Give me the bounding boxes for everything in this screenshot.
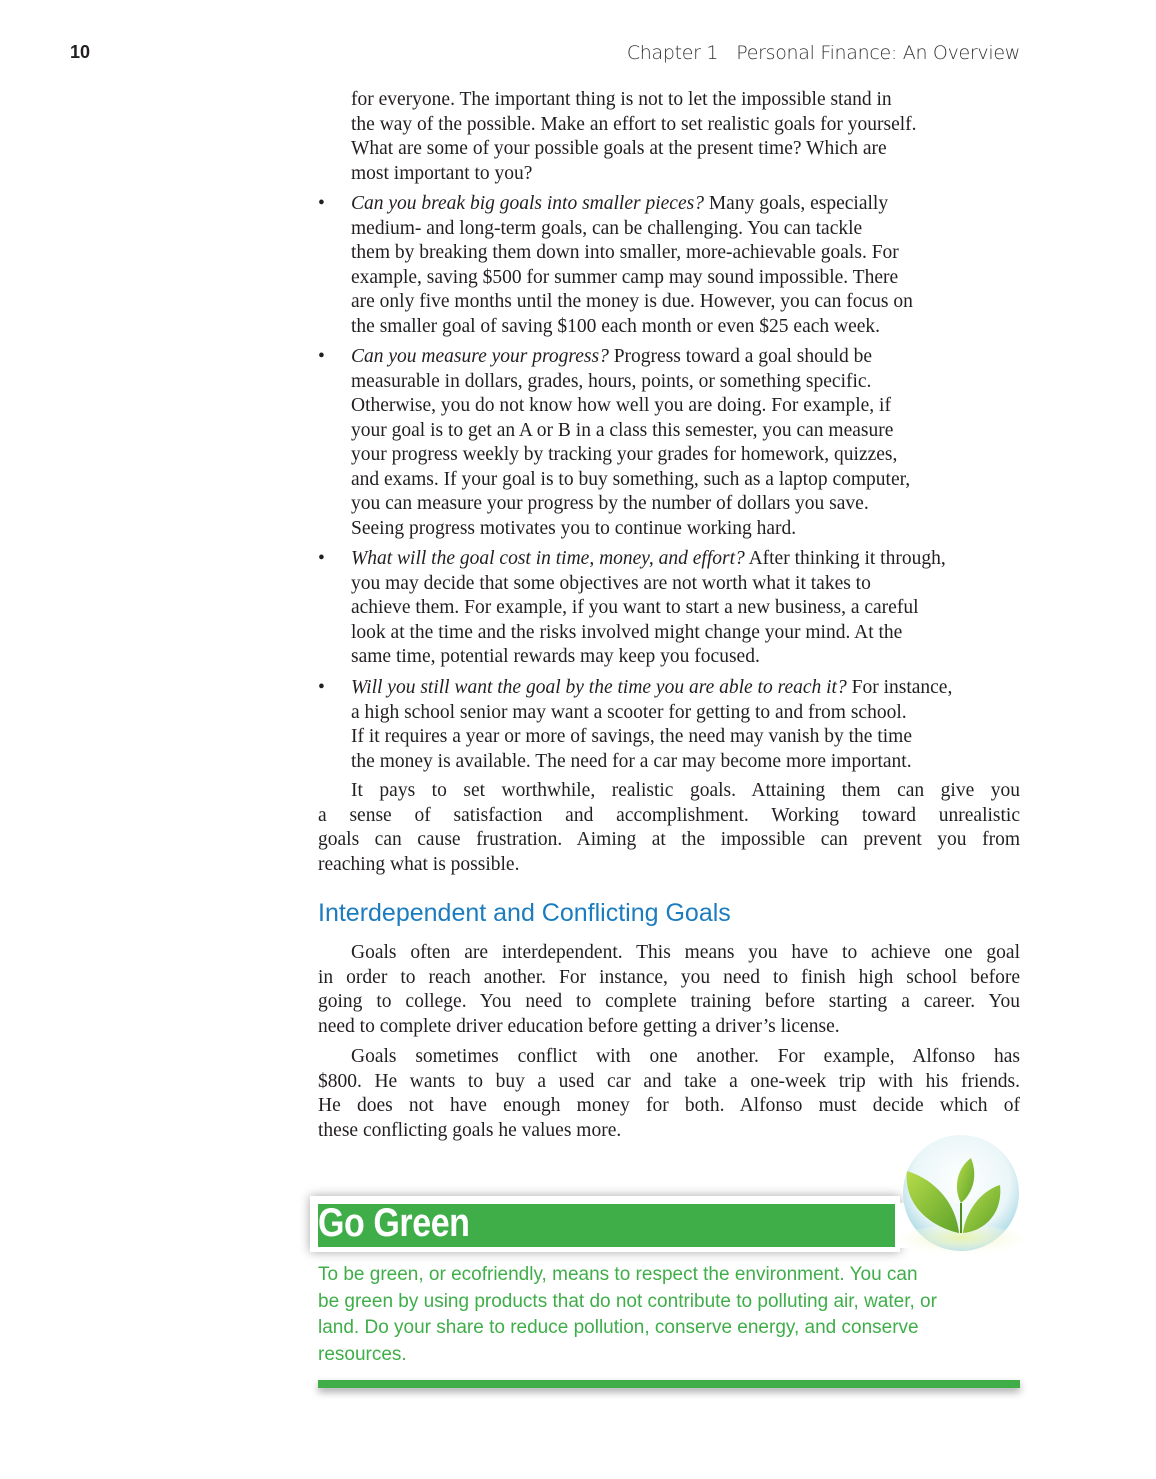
bullet-item: [318, 547, 946, 670]
text-line: most important to you?: [351, 162, 533, 184]
bullet-item: [318, 192, 913, 339]
text-line: for everyone. The important thing is not to let the impossible stand in: [351, 89, 892, 110]
text-line: [351, 345, 910, 370]
text-line: medium- and long-term goals, can be challenging. You can tackle: [351, 217, 863, 239]
text-line: Goals sometimes conflict with one another. For example, Alfonso has: [351, 1046, 1020, 1067]
text-line: land. Do your share to reduce pollution, conserve energy, and conserve: [318, 1317, 919, 1338]
leaf-globe-icon: [895, 1133, 1025, 1258]
text-line: are only five months until the money is due. However, you can focus on: [351, 291, 913, 312]
text-line: Seeing progress motivates you to continue working hard.: [351, 517, 797, 539]
text-line: [351, 676, 952, 701]
text-line: example, saving $500 for summer camp may sound impossible. There: [351, 266, 899, 288]
text-line: you can measure your progress by the number of dollars you save.: [351, 493, 869, 514]
paragraph-interdependent: [318, 941, 1020, 1039]
text-line: the way of the possible. Make an effort to set realistic goals for yourself.: [351, 113, 917, 135]
text-line: goals can cause frustration. Aiming at the impossible can prevent you from: [318, 829, 1020, 850]
chapter-title: Personal Finance: An Overview: [736, 42, 1020, 64]
page-number: 10: [70, 42, 91, 62]
text-line: He does not have enough money for both. Alfonso must decide which of: [318, 1095, 1020, 1116]
text-line: measurable in dollars, grades, hours, points, or something specific.: [351, 370, 872, 392]
text-line: same time, potential rewards may keep you focused.: [351, 646, 760, 667]
text-line: reaching what is possible.: [318, 853, 520, 875]
text-line: a high school senior may want a scooter for getting to and from school.: [351, 701, 907, 723]
text-line: a sense of satisfaction and accomplishment. Working toward unrealistic: [318, 804, 1020, 826]
text-line: the money is available. The need for a car may become more important.: [351, 750, 912, 772]
bullet-text: Many goals, especially: [703, 193, 889, 214]
text-line: It pays to set worthwhile, realistic goals. Attaining them can give you: [351, 780, 1020, 801]
bullet-text: Progress toward a goal should be: [608, 346, 873, 367]
go-green-title: Go Green: [318, 1201, 470, 1245]
go-green-bottom-rule: [318, 1380, 1020, 1388]
text-line: these conflicting goals he values more.: [318, 1119, 622, 1141]
bullet-lead-question: Can you measure your progress?: [351, 346, 609, 367]
paragraph-conflict: [318, 1045, 1020, 1143]
text-line: in order to reach another. For instance, you need to finish high school before: [318, 966, 1020, 988]
text-line: your goal is to get an A or B in a class this semester, you can measure: [351, 419, 894, 441]
text-line: them by breaking them down into smaller, more-achievable goals. For: [351, 242, 899, 263]
text-line: If it requires a year or more of savings, the need may vanish by the time: [351, 726, 912, 747]
text-line: be green by using products that do not contribute to polluting air, water, or: [318, 1290, 937, 1312]
text-line: Goals often are interdependent. This means you have to achieve one goal: [351, 942, 1020, 963]
running-header: [627, 42, 1020, 64]
text-line: What are some of your possible goals at the present time? Which are: [351, 138, 887, 159]
bullet-lead-question: Will you still want the goal by the time you are able to reach it?: [351, 677, 847, 698]
text-line: resources.: [318, 1343, 407, 1365]
bullet-lead-question: What will the goal cost in time, money, and effort?: [351, 548, 745, 569]
section-heading: Interdependent and Conflicting Goals: [318, 899, 731, 927]
text-line: [351, 192, 913, 217]
text-line: achieve them. For example, if you want to start a new business, a careful: [351, 597, 919, 618]
text-line: To be green, or ecofriendly, means to respect the environment. You can: [318, 1264, 918, 1285]
bullet-icon: •: [318, 346, 325, 367]
text-line: need to complete driver education before getting a driver’s license.: [318, 1015, 840, 1037]
text-line: $800. He wants to buy a used car and take a one-week trip with his friends.: [318, 1070, 1020, 1092]
chapter-label: Chapter 1: [626, 42, 719, 64]
text-line: the smaller goal of saving $100 each month or even $25 each week.: [351, 315, 881, 337]
text-line: look at the time and the risks involved might change your mind. At the: [351, 621, 903, 643]
bullet-item: [318, 345, 910, 541]
text-line: [351, 547, 946, 572]
text-line: and exams. If your goal is to buy something, such as a laptop computer,: [351, 468, 911, 490]
bullet-text: For instance,: [846, 677, 953, 698]
text-line: you may decide that some objectives are not worth what it takes to: [351, 572, 871, 594]
bullet-icon: •: [318, 193, 325, 214]
bullet-item: [318, 676, 952, 774]
bullet-text: After thinking it through,: [744, 548, 946, 569]
text-line: Otherwise, you do not know how well you are doing. For example, if: [351, 395, 891, 416]
text-line: your progress weekly by tracking your grades for homework, quizzes,: [351, 444, 898, 465]
bullet-lead-question: Can you break big goals into smaller pieces?: [351, 193, 704, 214]
text-line: going to college. You need to complete training before starting a career. You: [318, 991, 1020, 1012]
intro-paragraph: [351, 88, 917, 186]
bullet-icon: •: [318, 548, 325, 569]
go-green-text: [318, 1262, 937, 1368]
bullet-icon: •: [318, 677, 325, 698]
paragraph-realistic-goals: [318, 779, 1020, 877]
